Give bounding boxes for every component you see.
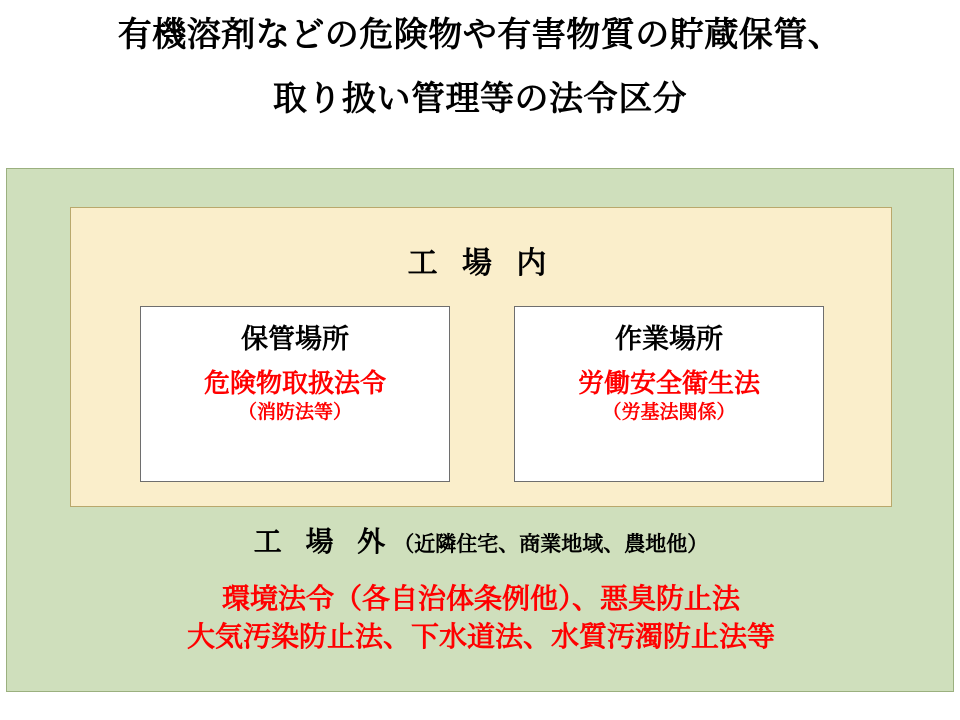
outside-factory-laws-line-1: 環境法令（各自治体条例他）、悪臭防止法: [221, 582, 740, 614]
work-location-law-note: （労基法関係）: [602, 402, 736, 424]
inside-factory-label: 工 場 内: [407, 247, 555, 280]
outside-factory-content: [7, 527, 955, 655]
work-location-title: 作業場所: [615, 324, 723, 354]
title-line-1: 有機溶剤などの危険物や有害物質の貯蔵保管、: [117, 16, 843, 54]
storage-location-box: [140, 306, 450, 482]
storage-location-title: 保管場所: [241, 324, 349, 354]
outside-factory-label: 工 場 外: [253, 526, 394, 557]
outside-factory-laws-line-2: 大気汚染防止法、下水道法、水質汚濁防止法等: [186, 620, 775, 652]
work-location-box: [514, 306, 824, 482]
outside-factory-region: [6, 168, 954, 692]
inside-factory-region: [70, 207, 892, 507]
title-line-2: 取り扱い管理等の法令区分: [273, 80, 687, 118]
storage-location-law: 危険物取扱法令: [203, 368, 386, 399]
outside-factory-laws: [7, 580, 955, 656]
outside-factory-note: （近隣住宅、商業地域、農地他）: [393, 533, 709, 556]
outside-factory-heading: [7, 527, 955, 558]
page-title: [0, 18, 960, 116]
inside-factory-box-row: [71, 306, 893, 482]
work-location-law: 労働安全衛生法: [577, 368, 760, 399]
storage-location-law-note: （消防法等）: [237, 402, 352, 424]
